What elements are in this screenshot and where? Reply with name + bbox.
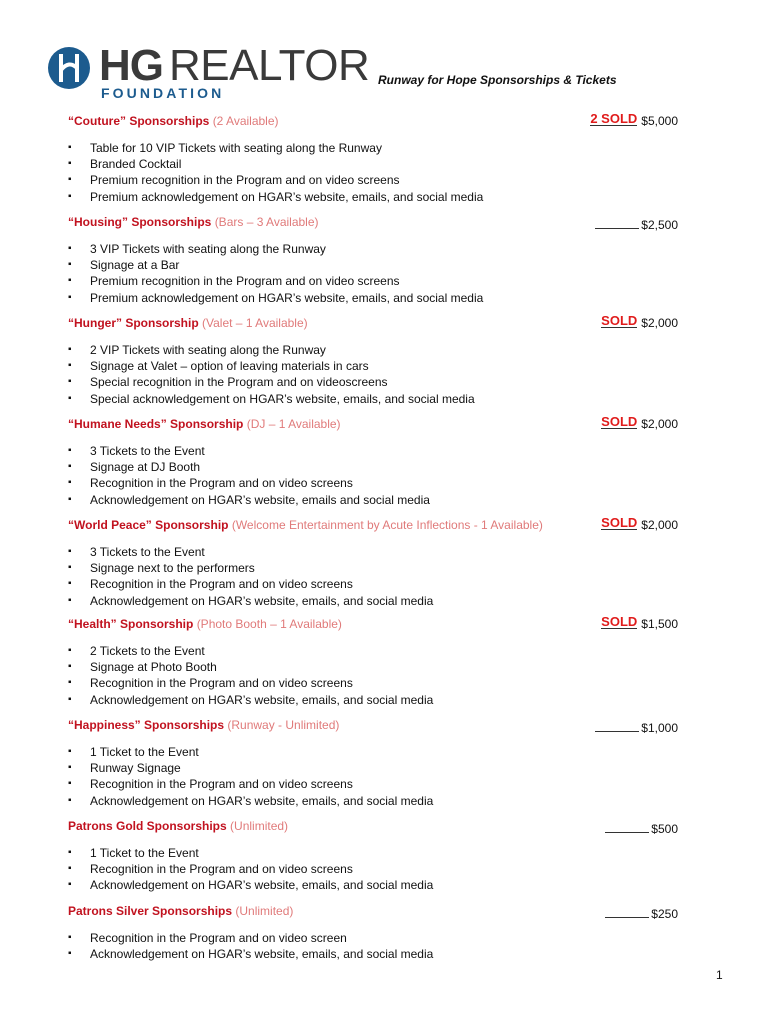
sponsorship-price <box>601 614 678 631</box>
sponsorship-section <box>68 215 678 306</box>
benefit-list <box>68 443 678 508</box>
sponsorship-section <box>68 313 678 407</box>
benefit-item: ▪ Signage at DJ Booth <box>68 459 678 475</box>
sponsorship-section <box>68 111 678 205</box>
price-amount: $1,500 <box>641 617 678 631</box>
benefit-item: ▪ Acknowledgement on HGAR’s website, emails, and social media <box>68 793 678 809</box>
sponsorship-name: Patrons Gold Sponsorships <box>68 819 227 833</box>
sponsorship-section <box>68 819 678 894</box>
benefit-item: ▪ Acknowledgement on HGAR’s website, emails, and social media <box>68 877 678 893</box>
sponsorship-heading <box>68 614 678 635</box>
benefit-item: ▪ Acknowledgement on HGAR’s website, emails, and social media <box>68 692 678 708</box>
benefit-item: ▪ Branded Cocktail <box>68 156 678 172</box>
benefit-item: ▪ 1 Ticket to the Event <box>68 744 678 760</box>
sponsorship-name: “Health” Sponsorship <box>68 617 194 631</box>
quantity-blank <box>605 904 649 918</box>
sponsorship-price <box>601 313 678 330</box>
benefit-list <box>68 930 678 962</box>
benefit-item: ▪ Recognition in the Program and on video screens <box>68 576 678 592</box>
benefit-item: ▪ Acknowledgement on HGAR’s website, emails, and social media <box>68 593 678 609</box>
sold-mark: SOLD <box>601 515 638 530</box>
logo-text-bold: HG <box>99 41 163 90</box>
sponsorship-heading <box>68 819 678 837</box>
benefit-list <box>68 241 678 306</box>
sponsorship-name: “Couture” Sponsorships <box>68 114 210 128</box>
benefit-item: ▪ Premium recognition in the Program and on video screens <box>68 273 678 289</box>
sponsorship-availability: (Valet – 1 Available) <box>202 316 308 330</box>
sponsorship-availability: (2 Available) <box>212 114 279 128</box>
sponsorship-price <box>605 819 678 836</box>
benefit-item: ▪ Acknowledgement on HGAR’s website, emails and social media <box>68 492 678 508</box>
sponsorship-heading <box>68 313 678 334</box>
page-number: 1 <box>716 968 723 982</box>
benefit-item: ▪ Acknowledgement on HGAR’s website, emails, and social media <box>68 946 678 962</box>
benefit-item: ▪ Recognition in the Program and on video screens <box>68 861 678 877</box>
sponsorship-availability: (DJ – 1 Available) <box>246 417 341 431</box>
benefit-item: ▪ Runway Signage <box>68 760 678 776</box>
price-amount: $250 <box>651 907 678 921</box>
quantity-blank <box>605 819 649 833</box>
sponsorship-availability: (Bars – 3 Available) <box>214 215 319 229</box>
benefit-item: ▪ Special acknowledgement on HGAR’s website, emails, and social media <box>68 391 678 407</box>
sponsorship-name: “Humane Needs” Sponsorship <box>68 417 244 431</box>
sponsorship-price <box>590 111 678 128</box>
logo-subtext: FOUNDATION <box>101 85 225 101</box>
document-title: Runway for Hope Sponsorships & Tickets <box>378 73 617 87</box>
benefit-item: ▪ Premium acknowledgement on HGAR’s website, emails, and social media <box>68 290 678 306</box>
benefit-item: ▪ Premium acknowledgement on HGAR’s website, emails, and social media <box>68 189 678 205</box>
benefit-list <box>68 342 678 407</box>
sponsorship-heading <box>68 414 678 435</box>
benefit-item: ▪ Signage at Valet – option of leaving materials in cars <box>68 358 678 374</box>
benefit-item: ▪ Recognition in the Program and on video screen <box>68 930 678 946</box>
price-amount: $2,000 <box>641 417 678 431</box>
benefit-item: ▪ Recognition in the Program and on video screens <box>68 475 678 491</box>
sponsorship-availability: (Unlimited) <box>230 819 289 833</box>
sponsorship-section <box>68 515 678 609</box>
hgar-foundation-logo <box>47 41 370 104</box>
sponsorship-name: “Happiness” Sponsorships <box>68 718 225 732</box>
price-amount: $2,500 <box>641 218 678 232</box>
sold-mark: SOLD <box>601 614 638 629</box>
sold-mark: SOLD <box>601 313 638 328</box>
benefit-list <box>68 744 678 809</box>
sponsorship-section <box>68 414 678 508</box>
price-amount: $5,000 <box>641 114 678 128</box>
benefit-item: ▪ Signage next to the performers <box>68 560 678 576</box>
logo-mark-icon <box>47 46 91 90</box>
benefit-item: ▪ Special recognition in the Program and on videoscreens <box>68 374 678 390</box>
benefit-item: ▪ Premium recognition in the Program and on video screens <box>68 172 678 188</box>
sponsorship-availability: (Welcome Entertainment by Acute Inflections - 1 Available) <box>231 518 543 532</box>
benefit-list <box>68 643 678 708</box>
quantity-blank <box>595 215 639 229</box>
benefit-list <box>68 845 678 894</box>
benefit-item: ▪ 2 VIP Tickets with seating along the Runway <box>68 342 678 358</box>
price-amount: $1,000 <box>641 721 678 735</box>
sponsorship-availability: (Runway - Unlimited) <box>227 718 340 732</box>
benefit-item: ▪ Signage at a Bar <box>68 257 678 273</box>
sponsorship-name: Patrons Silver Sponsorships <box>68 904 233 918</box>
sponsorship-name: “World Peace” Sponsorship <box>68 518 229 532</box>
sponsorship-heading <box>68 904 678 922</box>
sponsorship-heading <box>68 111 678 132</box>
logo-text-light: REALTOR <box>169 41 370 90</box>
sponsorship-section <box>68 718 678 809</box>
sponsorship-heading <box>68 718 678 736</box>
price-amount: $2,000 <box>641 316 678 330</box>
sponsorship-price <box>601 414 678 431</box>
sponsorship-availability: (Unlimited) <box>235 904 294 918</box>
sponsorship-heading <box>68 215 678 233</box>
benefit-item: ▪ Table for 10 VIP Tickets with seating along the Runway <box>68 140 678 156</box>
benefit-item: ▪ 1 Ticket to the Event <box>68 845 678 861</box>
benefit-item: ▪ 3 VIP Tickets with seating along the Runway <box>68 241 678 257</box>
sponsorship-price <box>601 515 678 532</box>
sponsorship-section <box>68 614 678 708</box>
sponsorship-heading <box>68 515 678 536</box>
benefit-item: ▪ Recognition in the Program and on video screens <box>68 776 678 792</box>
sponsorship-section <box>68 904 678 962</box>
benefit-item: ▪ 2 Tickets to the Event <box>68 643 678 659</box>
sponsorship-price <box>605 904 678 921</box>
benefit-item: ▪ 3 Tickets to the Event <box>68 544 678 560</box>
benefit-list <box>68 140 678 205</box>
price-amount: $500 <box>651 822 678 836</box>
sold-mark: SOLD <box>601 414 638 429</box>
quantity-blank <box>595 718 639 732</box>
benefit-list <box>68 544 678 609</box>
sponsorship-name: “Hunger” Sponsorship <box>68 316 199 330</box>
sponsorship-price <box>595 215 678 232</box>
sponsorship-price <box>595 718 678 735</box>
benefit-item: ▪ Recognition in the Program and on video screens <box>68 675 678 691</box>
benefit-item: ▪ Signage at Photo Booth <box>68 659 678 675</box>
sponsorship-availability: (Photo Booth – 1 Available) <box>196 617 342 631</box>
price-amount: $2,000 <box>641 518 678 532</box>
sponsorship-name: “Housing” Sponsorships <box>68 215 212 229</box>
sold-mark: 2 SOLD <box>590 111 638 126</box>
benefit-item: ▪ 3 Tickets to the Event <box>68 443 678 459</box>
